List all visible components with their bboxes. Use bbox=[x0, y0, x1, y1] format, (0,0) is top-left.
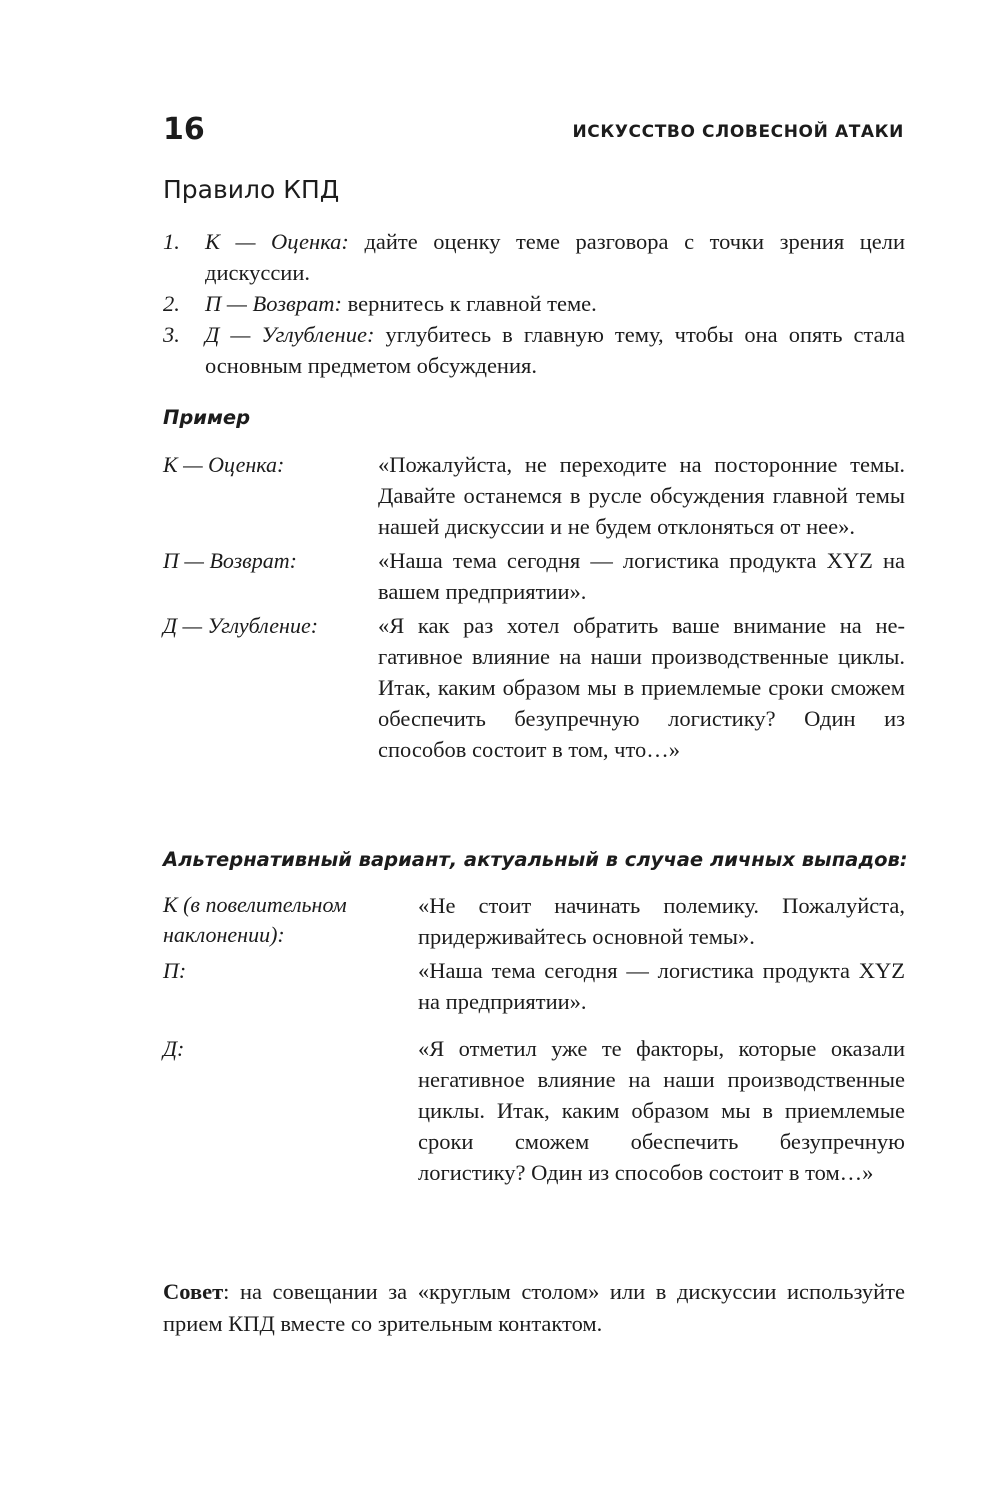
dialogue-label: К — Оценка: bbox=[163, 452, 285, 477]
rule-item bbox=[163, 226, 905, 288]
rule-item bbox=[163, 288, 905, 319]
tip-paragraph bbox=[163, 1276, 905, 1340]
tip-label: Совет bbox=[163, 1279, 224, 1304]
example-heading: Пример bbox=[163, 406, 251, 429]
rule-item bbox=[163, 319, 905, 381]
dialogue-row bbox=[163, 542, 905, 607]
dialogue-text: «Пожалуйста, не переходите на посторонние темы. Давайте останемся в русле обсуждения главной темы нашей дискуссии и не будем отклоняться от нее». bbox=[378, 452, 905, 539]
page-number: 16 bbox=[163, 112, 205, 147]
dialogue-row bbox=[163, 890, 905, 952]
rule-term: К — Оценка: bbox=[205, 229, 349, 254]
dialogue-text: «Наша тема сегодня — логистика продукта XYZ на вашем предприятии». bbox=[378, 548, 905, 604]
alternative-dialogue-table bbox=[163, 890, 905, 1188]
dialogue-row bbox=[163, 1017, 905, 1188]
dialogue-text: «Я отметил уже те факторы, которые оказали негативное влияние на наши производственные циклы. Итак, каким образом мы в приемлемые сроки сможем обеспечить безупречную логистику? Один из способов состоит в том…» bbox=[418, 1036, 905, 1185]
dialogue-row bbox=[163, 952, 905, 1017]
tip-text: : на совещании за «круглым столом» или в дискуссии используйте прием КПД вместе со зрительным контактом. bbox=[163, 1279, 905, 1336]
rule-number: 1. bbox=[163, 229, 180, 254]
rule-text: углубитесь в главную тему, чтобы она опять стала основным предметом обсуждения. bbox=[205, 322, 905, 378]
rule-text: дайте оценку теме разговора с точки зрения цели дискуссии. bbox=[205, 229, 905, 285]
dialogue-row bbox=[163, 607, 905, 765]
dialogue-label: К (в повелительном наклонении): bbox=[163, 892, 347, 947]
dialogue-label: П — Возврат: bbox=[163, 548, 297, 573]
dialogue-label: Д — Углубление: bbox=[163, 613, 319, 638]
example-dialogue-table bbox=[163, 449, 905, 765]
dialogue-row bbox=[163, 449, 905, 542]
dialogue-label: П: bbox=[163, 958, 187, 983]
running-title: ИСКУССТВО СЛОВЕСНОЙ АТАКИ bbox=[572, 122, 904, 142]
rule-list bbox=[163, 226, 905, 381]
rule-number: 2. bbox=[163, 291, 180, 316]
dialogue-text: «Я как раз хотел обратить ваше внимание на негативное влияние на наши производственные циклы. Итак, каким образом мы в приемлемые сроки сможем обеспечить безупречную логистику? Один из способов состоит в том, что…» bbox=[378, 613, 905, 762]
dialogue-text: «Не стоит начинать полемику. Пожалуйста, придерживайтесь основной темы». bbox=[418, 893, 905, 949]
rule-term: Д — Углубление: bbox=[205, 322, 375, 347]
alternative-heading: Альтернативный вариант, актуальный в случае личных выпадов: bbox=[163, 848, 908, 871]
dialogue-label: Д: bbox=[163, 1036, 185, 1061]
dialogue-text: «Наша тема сегодня — логистика продукта XYZ на предприятии». bbox=[418, 958, 905, 1014]
rule-number: 3. bbox=[163, 322, 180, 347]
section-title: Правило КПД bbox=[163, 175, 340, 204]
rule-text: вернитесь к главной теме. bbox=[342, 291, 597, 316]
rule-term: П — Возврат: bbox=[205, 291, 342, 316]
